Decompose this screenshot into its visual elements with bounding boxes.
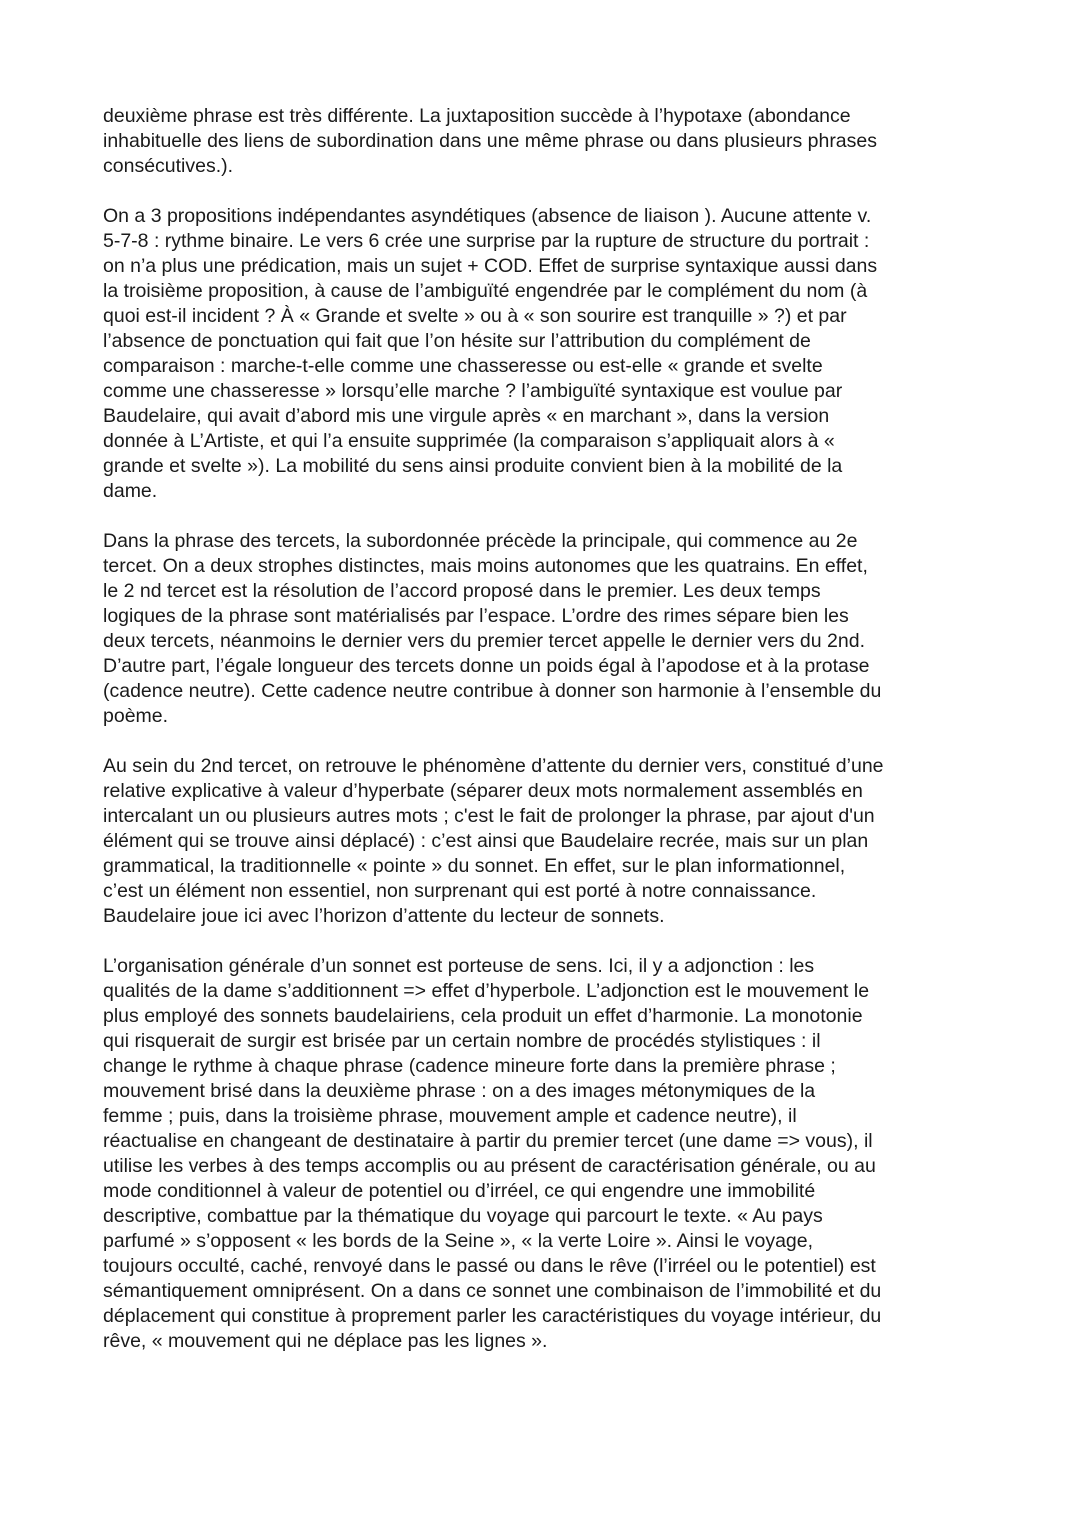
text-line: plus employé des sonnets baudelairiens, cela produit un effet d’harmonie. La monotonie xyxy=(103,1005,863,1027)
text-line: on n’a plus une prédication, mais un sujet + COD. Effet de surprise syntaxique aussi dans xyxy=(103,255,878,277)
text-line: l’absence de ponctuation qui fait que l’on hésite sur l’attribution du complément de xyxy=(103,330,811,352)
text-line: (cadence neutre). Cette cadence neutre contribue à donner son harmonie à l’ensemble du xyxy=(103,680,882,702)
paragraph-4 xyxy=(103,754,983,929)
text-line: On a 3 propositions indépendantes asyndétiques (absence de liaison ). Aucune attente v. xyxy=(103,205,872,227)
text-line: D’autre part, l’égale longueur des tercets donne un poids égal à l’apodose et à la protase xyxy=(103,655,870,677)
text-line: grammatical, la traditionnelle « pointe » du sonnet. En effet, sur le plan informationnel, xyxy=(103,855,846,877)
text-line: comparaison : marche-t-elle comme une chasseresse ou est-elle « grande et svelte xyxy=(103,355,823,377)
text-line: rêve, « mouvement qui ne déplace pas les lignes ». xyxy=(103,1330,548,1352)
text-line: deuxième phrase est très différente. La juxtaposition succède à l’hypotaxe (abondance xyxy=(103,105,851,127)
text-line: inhabituelle des liens de subordination dans une même phrase ou dans plusieurs phrases xyxy=(103,130,878,152)
text-line: comme une chasseresse » lorsqu’elle marche ? l’ambiguïté syntaxique est voulue par xyxy=(103,380,843,402)
text-line: consécutives.). xyxy=(103,155,234,177)
text-line: relative explicative à valeur d’hyperbate (séparer deux mots normalement assemblés en xyxy=(103,780,863,802)
text-line: qui risquerait de surgir est brisée par un certain nombre de procédés stylistiques : il xyxy=(103,1030,821,1052)
text-line: intercalant un ou plusieurs autres mots ; c'est le fait de prolonger la phrase, par ajout d'un xyxy=(103,805,875,827)
text-line: la troisième proposition, à cause de l’ambiguïté engendrée par le complément du nom (à xyxy=(103,280,868,302)
text-line: descriptive, combattue par la thématique du voyage qui parcourt le texte. « Au pays xyxy=(103,1205,823,1227)
text-line: femme ; puis, dans la troisième phrase, mouvement ample et cadence neutre), il xyxy=(103,1105,797,1127)
text-line: mouvement brisé dans la deuxième phrase : on a des images métonymiques de la xyxy=(103,1080,816,1102)
text-line: Dans la phrase des tercets, la subordonnée précède la principale, qui commence au 2e xyxy=(103,530,858,552)
text-line: réactualise en changeant de destinataire à partir du premier tercet (une dame => vous), il xyxy=(103,1130,873,1152)
text-line: grande et svelte »). La mobilité du sens ainsi produite convient bien à la mobilité de la xyxy=(103,455,843,477)
text-line: qualités de la dame s’additionnent => effet d’hyperbole. L’adjonction est le mouvement le xyxy=(103,980,870,1002)
text-line: toujours occulté, caché, renvoyé dans le passé ou dans le rêve (l’irréel ou le potentiel) est xyxy=(103,1255,876,1277)
text-line: dame. xyxy=(103,480,158,502)
paragraph-1 xyxy=(103,104,983,179)
text-line: donnée à L’Artiste, et qui l’a ensuite supprimée (la comparaison s’appliquait alors à « xyxy=(103,430,835,452)
text-line: parfumé » s’opposent « les bords de la Seine », « la verte Loire ». Ainsi le voyage, xyxy=(103,1230,814,1252)
text-line: Au sein du 2nd tercet, on retrouve le phénomène d’attente du dernier vers, constitué d’une xyxy=(103,755,884,777)
text-line: sémantiquement omniprésent. On a dans ce sonnet une combinaison de l’immobilité et du xyxy=(103,1280,882,1302)
text-line: 5-7-8 : rythme binaire. Le vers 6 crée une surprise par la rupture de structure du portrait : xyxy=(103,230,870,252)
document-page xyxy=(103,104,983,1379)
text-line: élément qui se trouve ainsi déplacé) : c’est ainsi que Baudelaire recrée, mais sur un plan xyxy=(103,830,869,852)
text-line: quoi est-il incident ? À « Grande et svelte » ou à « son sourire est tranquille » ?) et par xyxy=(103,305,847,327)
text-line: tercet. On a deux strophes distinctes, mais moins autonomes que les quatrains. En effet, xyxy=(103,555,868,577)
text-line: L’organisation générale d’un sonnet est porteuse de sens. Ici, il y a adjonction : les xyxy=(103,955,815,977)
text-line: le 2 nd tercet est la résolution de l’accord proposé dans le premier. Les deux temps xyxy=(103,580,821,602)
text-line: logiques de la phrase sont matérialisés par l’espace. L’ordre des rimes sépare bien les xyxy=(103,605,849,627)
text-line: Baudelaire joue ici avec l’horizon d’attente du lecteur de sonnets. xyxy=(103,905,665,927)
text-line: Baudelaire, qui avait d’abord mis une virgule après « en marchant », dans la version xyxy=(103,405,830,427)
text-line: poème. xyxy=(103,705,169,727)
paragraph-2 xyxy=(103,204,983,504)
text-line: déplacement qui constitue à proprement parler les caractéristiques du voyage intérieur, du xyxy=(103,1305,882,1327)
paragraph-3 xyxy=(103,529,983,729)
text-line: deux tercets, néanmoins le dernier vers du premier tercet appelle le dernier vers du 2nd. xyxy=(103,630,865,652)
document-body xyxy=(103,104,983,1354)
text-line: utilise les verbes à des temps accomplis ou au présent de caractérisation générale, ou au xyxy=(103,1155,876,1177)
text-line: change le rythme à chaque phrase (cadence mineure forte dans la première phrase ; xyxy=(103,1055,836,1077)
text-line: c’est un élément non essentiel, non surprenant qui est porté à notre connaissance. xyxy=(103,880,817,902)
text-line: mode conditionnel à valeur de potentiel ou d’irréel, ce qui engendre une immobilité xyxy=(103,1180,816,1202)
paragraph-5 xyxy=(103,954,983,1354)
